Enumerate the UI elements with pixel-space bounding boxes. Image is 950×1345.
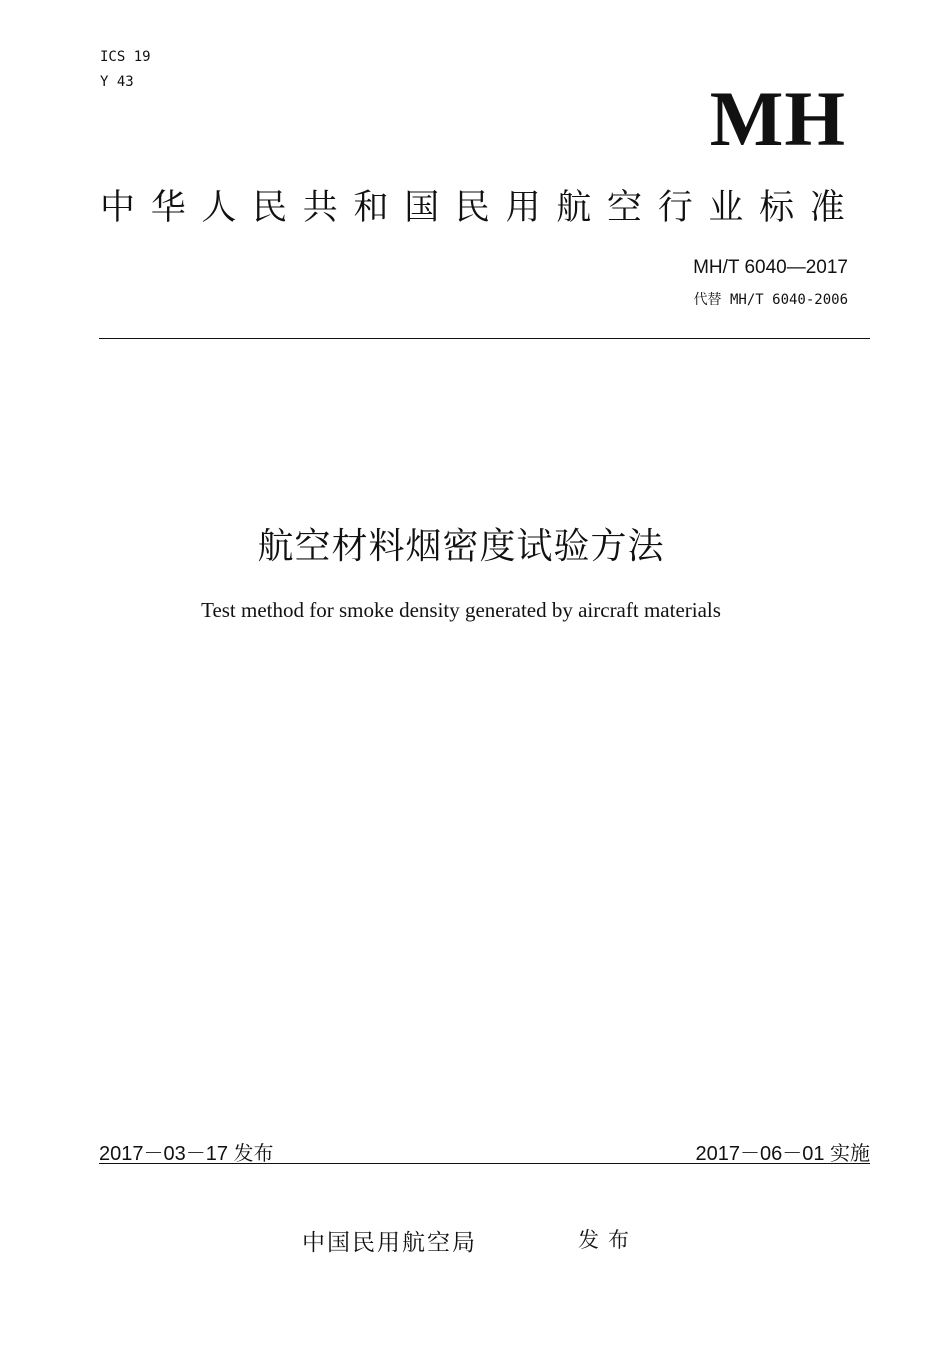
standard-number: MH/T 6040—2017 xyxy=(693,257,848,278)
implementation-date: 2017－06－01 实施 xyxy=(695,1143,870,1165)
document-title-cn: 航空材料烟密度试验方法 xyxy=(257,526,665,567)
document-title-en: Test method for smoke density generated by aircraft materials xyxy=(201,598,721,622)
standard-title: 中华人民共和国民用航空行业标准 xyxy=(100,188,861,228)
issue-date: 2017－03－17 发布 xyxy=(99,1143,274,1165)
ccs-code: Y 43 xyxy=(100,74,134,90)
issuing-authority: 中国民用航空局 xyxy=(302,1230,477,1256)
mh-logo: MH xyxy=(709,75,846,162)
ics-code: ICS 19 xyxy=(100,49,151,65)
top-divider xyxy=(99,338,870,339)
replaces-note: 代替 MH/T 6040-2006 xyxy=(693,292,848,308)
publish-label: 发布 xyxy=(578,1228,638,1252)
bottom-divider xyxy=(99,1163,870,1164)
